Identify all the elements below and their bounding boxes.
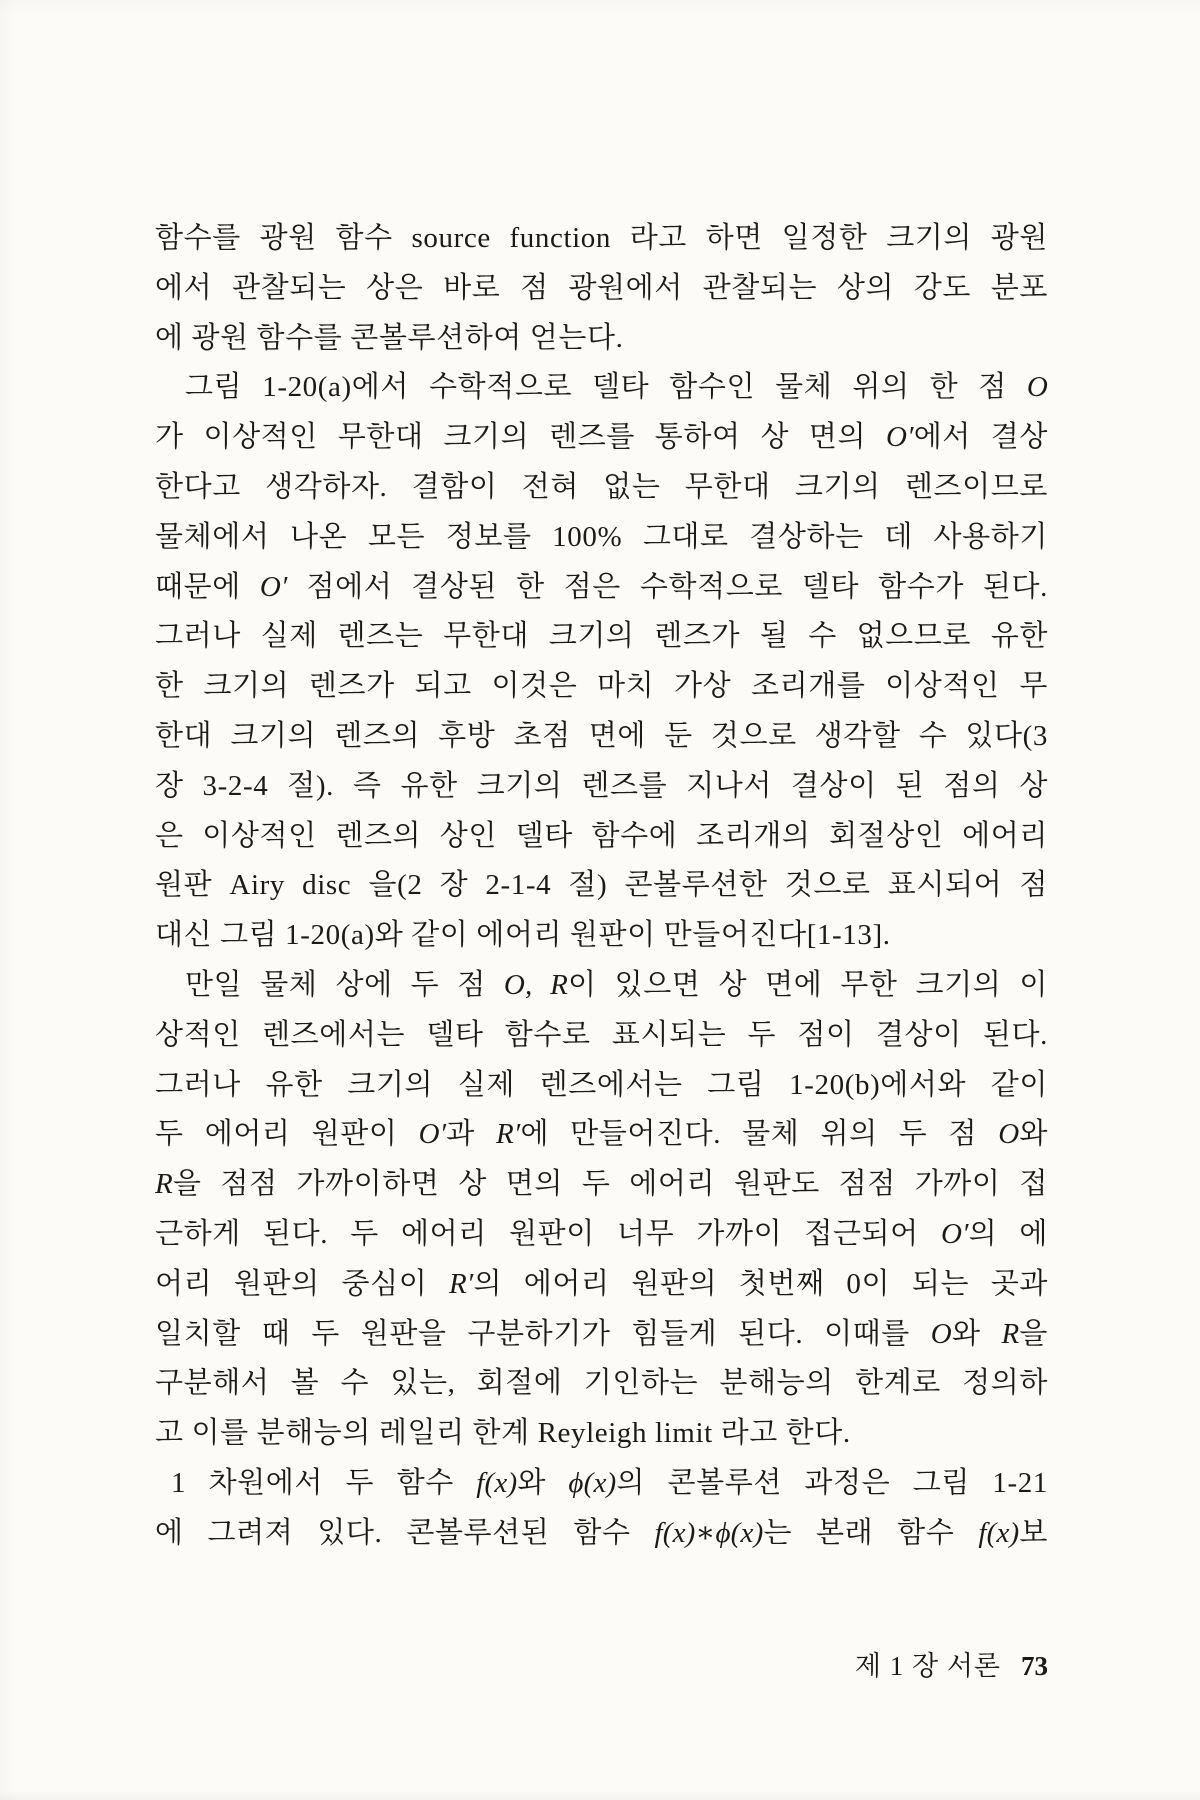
text-line: 원판 Airy disc 을(2 장 2-1-4 절) 콘볼루션한 것으로 표시되어 점 bbox=[155, 869, 1048, 902]
text-line: 장 3-2-4 절). 즉 유한 크기의 렌즈를 지나서 결상이 된 점의 상 bbox=[155, 769, 1048, 802]
text-line: 물체에서 나온 모든 정보를 100% 그대로 결상하는 데 사용하기 bbox=[155, 520, 1048, 553]
text-line: 은 이상적인 렌즈의 상인 델타 함수에 조리개의 회절상인 에어리 bbox=[155, 819, 1048, 852]
text-line: 때문에 O′ 점에서 결상된 한 점은 수학적으로 델타 함수가 된다. bbox=[155, 570, 1048, 603]
text-line: 상적인 렌즈에서는 델타 함수로 표시되는 두 점이 결상이 된다. bbox=[155, 1018, 1048, 1051]
text-line: 1 차원에서 두 함수 f(x)와 ϕ(x)의 콘볼루션 과정은 그림 1-21 bbox=[171, 1466, 1048, 1499]
text-line: 에 그려져 있다. 콘볼루션된 함수 f(x)∗ϕ(x)는 본래 함수 f(x)보 bbox=[155, 1516, 1048, 1549]
text-line: 함수를 광원 함수 source function 라고 하면 일정한 크기의 광원 bbox=[155, 222, 1048, 254]
text-line: 그림 1-20(a)에서 수학적으로 델타 함수인 물체 위의 한 점 O bbox=[185, 371, 1048, 404]
text-line: 두 에어리 원판이 O′과 R′에 만들어진다. 물체 위의 두 점 O와 bbox=[155, 1118, 1048, 1151]
text-line: 일치할 때 두 원판을 구분하기가 힘들게 된다. 이때를 O와 R을 bbox=[155, 1317, 1048, 1350]
text-line: 근하게 된다. 두 에어리 원판이 너무 가까이 접근되어 O′의 에 bbox=[155, 1217, 1048, 1250]
text-line: 고 이를 분해능의 레일리 한계 Reyleigh limit 라고 한다. bbox=[155, 1417, 851, 1450]
text-line: 대신 그림 1-20(a)와 같이 에어리 원판이 만들어진다[1-13]. bbox=[155, 919, 891, 952]
text-line: 에서 관찰되는 상은 바로 점 광원에서 관찰되는 상의 강도 분포 bbox=[155, 271, 1048, 304]
text-line: 그러나 실제 렌즈는 무한대 크기의 렌즈가 될 수 없으므로 유한 bbox=[155, 620, 1048, 653]
text-line: R을 점점 가까이하면 상 면의 두 에어리 원판도 점점 가까이 접 bbox=[155, 1168, 1048, 1201]
footer-page-number: 73 bbox=[1021, 1651, 1048, 1681]
text-line: 가 이상적인 무한대 크기의 렌즈를 통하여 상 면의 O′에서 결상 bbox=[155, 421, 1048, 454]
text-block bbox=[155, 214, 1048, 1559]
text-line: 한 크기의 렌즈가 되고 이것은 마치 가상 조리개를 이상적인 무 bbox=[155, 670, 1048, 703]
text-line: 한대 크기의 렌즈의 후방 초점 면에 둔 것으로 생각할 수 있다(3 bbox=[155, 719, 1048, 752]
text-line: 한다고 생각하자. 결함이 전혀 없는 무한대 크기의 렌즈이므로 bbox=[155, 470, 1048, 503]
footer-chapter-label: 제 1 장 서론 bbox=[854, 1651, 1001, 1681]
text-line: 구분해서 볼 수 있는, 회절에 기인하는 분해능의 한계로 정의하 bbox=[155, 1367, 1048, 1400]
text-line: 만일 물체 상에 두 점 O, R이 있으면 상 면에 무한 크기의 이 bbox=[185, 968, 1048, 1001]
text-line: 에 광원 함수를 콘볼루션하여 얻는다. bbox=[155, 321, 624, 354]
text-line: 그러나 유한 크기의 실제 렌즈에서는 그림 1-20(b)에서와 같이 bbox=[155, 1068, 1048, 1101]
running-footer bbox=[155, 1644, 1048, 1683]
text-line: 어리 원판의 중심이 R′의 에어리 원판의 첫번째 0이 되는 곳과 bbox=[155, 1267, 1048, 1300]
